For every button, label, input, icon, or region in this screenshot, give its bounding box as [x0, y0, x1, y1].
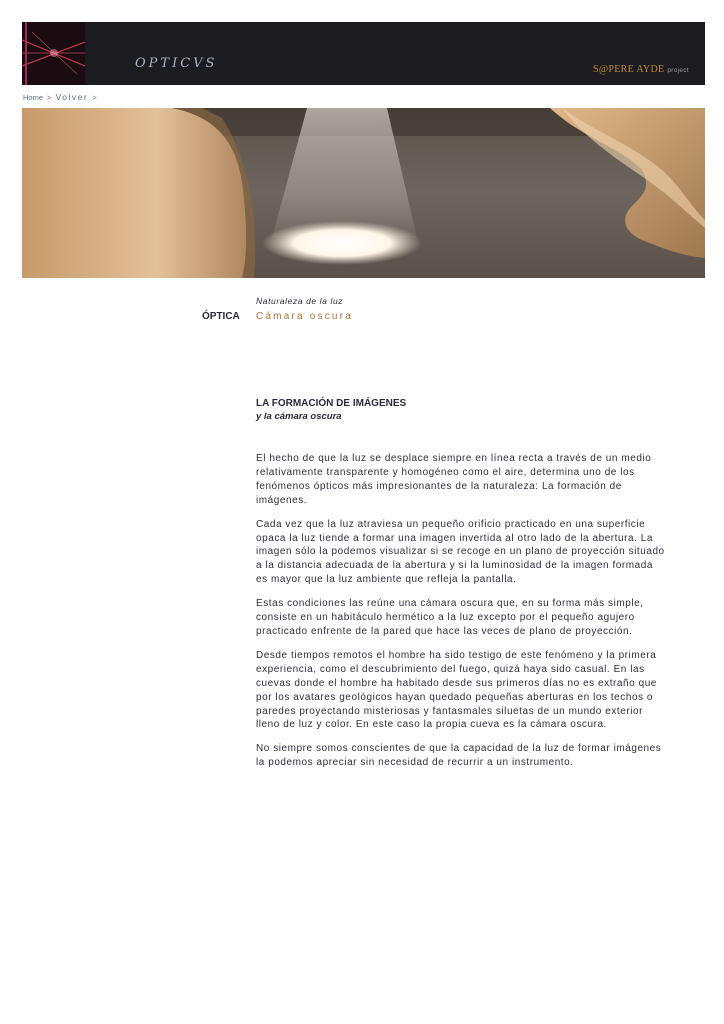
article-subheading: y la cámara oscura — [256, 411, 342, 422]
brand-label[interactable] — [593, 64, 689, 75]
section-subtitle: Naturaleza de la luz — [256, 296, 344, 306]
article-paragraph: No siempre somos conscientes de que la capacidad de la luz de formar imágenes la podemos apreciar sin necesidad de recurrir a un instrumento. — [256, 743, 662, 769]
laser-beams-logo-icon[interactable] — [22, 22, 85, 85]
breadcrumb — [23, 92, 99, 102]
brand-name: S@PERE AYDE — [593, 64, 665, 75]
section-title: Cámara oscura — [256, 311, 353, 322]
article-paragraph: Desde tiempos remotos el hombre ha sido testigo de este fenómeno y la primera experiencia, como el descubrimiento del fuego, quizá haya sido casual. En las cuevas donde el hombre ha habitado desde sus primeros días no es extraño que por los avatares geológicos hayan quedado pequeñas aberturas en los techos o paredes proyectando misteriosas y fantasmales siluetas de un mundo exterior lleno de luz y color. En este caso la propia cueva es la cámara oscura. — [256, 649, 657, 731]
article-paragraph: Estas condiciones las reúne una cámara oscura que, en su forma más simple, consiste en un habitáculo hermético a la luz excepto por el pequeño agujero practicado enfrente de la pared que hace las veces de plano de proyección. — [256, 598, 644, 637]
site-header — [22, 22, 705, 85]
breadcrumb-separator: > — [92, 93, 97, 102]
article-body — [256, 452, 666, 770]
breadcrumb-separator: > — [47, 93, 52, 102]
article-paragraph: Cada vez que la luz atraviesa un pequeño orificio practicado en una superficie opaca la luz tiende a formar una imagen invertida al otro lado de la abertura. La imagen sólo la podemos visualizar si se recoge en un plano de proyección situado a la distancia adecuada de la abertura y si la luminosidad de la imagen formada es mayor que la luz ambiente que refleja la pantalla. — [256, 518, 665, 586]
breadcrumb-home-link[interactable]: Home — [23, 93, 44, 102]
article-paragraph: El hecho de que la luz se desplace siempre en línea recta a través de un medio relativamente transparente y homogéneo como el aire, determina uno de los fenómenos ópticos más impresionantes de la naturaleza: La formación de imágenes. — [256, 453, 652, 506]
breadcrumb-volver-link[interactable]: Volver — [55, 92, 89, 102]
brand-sub: project — [667, 67, 689, 74]
article-heading: LA FORMACIÓN DE IMÁGENES — [256, 398, 407, 409]
cave-light-beam-image — [22, 108, 705, 278]
site-title: OPTICVS — [135, 56, 218, 71]
section-label: ÓPTICA — [202, 311, 240, 322]
article — [256, 397, 666, 780]
